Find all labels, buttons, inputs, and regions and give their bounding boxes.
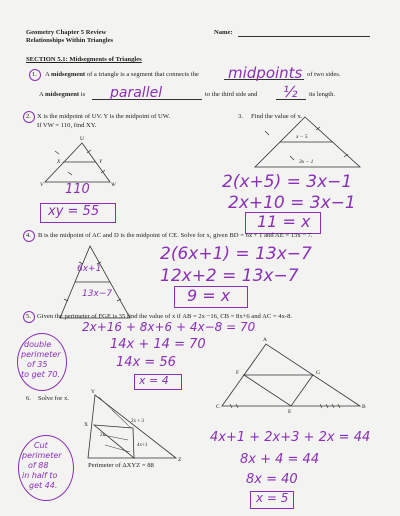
q5-note-4: to get 70. [21,370,60,379]
q6-perimeter: Perimeter of ΔXYZ = 88 [88,462,154,469]
q5-inner-triangle [244,375,313,406]
q1-line1: A midsegment of a triangle is a segment that connects the [45,71,199,78]
q3-fig-bottom: 3x − 1 [299,159,314,165]
q1-answer-parallel: parallel [110,85,163,101]
doc-subtitle: Relationships Within Triangles [26,37,114,44]
q5-label-e: E [288,409,292,415]
q3-answer: 11 = x [257,212,311,231]
q6-seg-1: 2x + 3 [131,419,144,424]
q2-answer: xy = 55 [48,204,100,219]
q4-text: B is the midpoint of AC and D is the midpoint of CE. Solve for x, given BD = 6x + 1 and AE = 13x − 7. [38,232,313,239]
q5-number: 5. [26,313,31,320]
q6-label-z: Z [178,457,182,463]
q4-fig-top: 6x+1 [77,264,102,274]
q5-work-3: 14x = 56 [116,355,176,370]
q3-fig-top: x − 5 [296,134,308,140]
q6-note-2: perimeter [22,451,62,460]
q6-note-5: get 44. [29,481,58,490]
q6-work-2: 8x + 4 = 44 [240,452,320,467]
q3-text: Find the value of x. [251,113,303,120]
q3-work-2: 2x+10 = 3x−1 [228,193,356,213]
name-label: Name: [214,29,233,36]
q6-number: 6. [26,395,31,402]
q5-answer: x = 4 [139,374,169,387]
q6-work-3: 8x = 40 [246,472,298,487]
q6-seg-3: 4x+1 [137,443,148,448]
q1-line2-mid: to the third side and [205,91,258,98]
q1-number: 1. [32,71,37,78]
q2-text-2: If VW = 110, find XY. [37,122,97,129]
q5-label-a: A [263,337,267,343]
doc-title: Geometry Chapter 5 Review [26,29,107,36]
q5-label-g: G [316,370,320,376]
q6-note-3: of 88 [28,461,49,470]
q2-number: 2. [26,113,31,120]
q6-text: Solve for x. [38,395,69,402]
q6-seg-2: 2x [100,433,105,438]
q4-fig-bottom: 13x−7 [82,289,113,299]
q5-label-b: B [362,404,366,410]
q6-note-1: Cut [34,441,48,450]
q5-note-3: of 35 [27,360,48,369]
q3-work-1: 2(x+5) = 3x−1 [222,172,353,192]
q5-work-1: 2x+16 + 8x+6 + 4x−8 = 70 [82,320,256,334]
q1-line2: A midsegment is [39,91,86,98]
q6-label-x: X [84,422,88,428]
q6-triangle [88,395,176,458]
q2-label-y: Y [99,159,103,165]
q2-label-w: W [111,182,116,188]
q2-text-1: X is the midpoint of UV. Y is the midpoint of UW. [37,113,171,120]
q2-label-v: V [40,182,44,188]
q5-text: Given the perimeter of FGE is 35 find the value of x if AB = 2x −16, CB = 8x+6 and AC = 4x-8. [37,313,293,320]
q4-work-1: 2(6x+1) = 13x−7 [160,244,312,264]
q2-answer-side: 110 [65,182,90,197]
q6-work-1: 4x+1 + 2x+3 + 2x = 44 [210,430,371,445]
q6-note-4: in half to [22,471,58,480]
q4-number: 4. [26,232,31,239]
section-title: SECTION 5.1: Midsegments of Triangles [26,56,142,63]
q5-label-c: C [216,404,220,410]
q2-label-u: U [80,136,84,142]
q1-line2-suffix: its length. [309,91,336,98]
q5-note-2: perimeter [21,350,61,359]
q3-number: 3. [238,113,243,120]
q6-label-y: Y [91,389,95,395]
q6-inner-lines [94,425,134,458]
q1-line1-suffix: of two sides. [307,71,341,78]
q1-answer-midpoints: midpoints [228,64,303,82]
q2-label-x: X [57,159,61,165]
q4-work-2: 12x+2 = 13x−7 [160,266,299,286]
q6-answer: x = 5 [256,491,289,505]
q4-answer: 9 = x [187,286,231,305]
q1-answer-half: ½ [283,83,298,101]
q5-label-f: F [236,370,240,376]
q5-note-1: double [24,340,52,349]
q5-work-2: 14x + 14 = 70 [110,337,206,352]
